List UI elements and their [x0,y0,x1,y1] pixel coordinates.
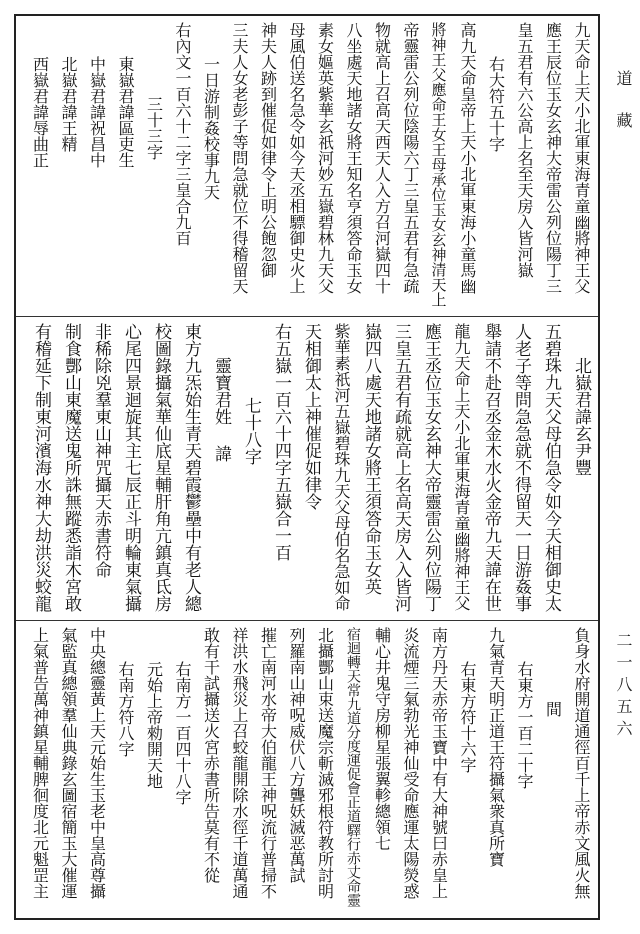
text-column: 九天命上天小北軍東海青童幽將神王父 [572,22,591,294]
text-column: 有稽延下制東河濱海水神大劫洪災蛟龍 [31,323,51,612]
text-column: 三夫人女老彭子等問急就位不得稽留天 [230,22,249,294]
text-column: 宿迴轉天常九道分度運促會正道驛行赤丈命靈 [345,627,361,907]
page-number: 二一八五六 [614,632,633,742]
text-column: 帝靈雷公列位陰陽六丁三皇五君有急疏 [401,22,420,294]
text-column: 七十八字 [241,397,261,465]
text-column: 龍九天命上天小北軍東海青童幽將神王父 [452,323,471,611]
text-column: 上氣普告萬神鎮星輔脾徊度北元魁罡主 [30,627,50,899]
text-column: 東嶽君諱區吏生 [116,56,135,168]
text-column: 右五嶽一百六十四字五嶽合一百 [271,323,291,561]
text-column: 輔心井鬼守房柳星張翼軫總領七 [372,627,392,851]
text-column: 南方丹天赤帝玉寶中有大神號曰赤皇上 [429,627,449,899]
collection-label: 道藏 [614,70,633,154]
text-column: 一日游制姦校事九天 [201,56,221,200]
text-column: 靈寶君姓 諱 [211,357,231,462]
text-column: 右南方符八字 [116,661,135,757]
text-column: 北嶽君諱玄尹豐 [571,357,591,476]
text-column: 右大符五十字 [486,56,506,152]
text-column: 校圖錄攝氣華仙底星輔肝角亢鎮真氐房 [151,323,171,612]
text-column: 高九天命皇帝上天小北軍東海小童馬幽 [458,22,477,294]
text-column: 西嶽君諱辱曲正 [30,56,50,168]
text-column: 五碧珠九天父母伯急令如今天相御史太 [541,323,561,612]
text-column: 天相御太上神催促如律令 [301,323,321,510]
text-column: 皇五君有六公高上名至天房入皆河嶽 [515,22,534,278]
text-column: 中嶽君諱祝昌中 [87,56,107,168]
text-column: 三十三字 [144,96,164,160]
text-column: 右東方符十六字 [458,661,477,773]
text-column: 東方九炁始生青天碧霞鬱壘中有老人總 [181,323,201,612]
text-column: 嶽四八處天地諸女將王須答命玉女英 [361,323,381,595]
text-column: 八坐處天地諸女將王知名亨須答命玉女 [344,22,363,294]
text-column: 應王丞位玉女玄神大帝靈雷公列位陽丁 [421,323,441,612]
text-column: 心尾四景迴旋其主七辰正斗明輪東氣攝 [121,323,141,612]
text-column: 北攝酆山束送魔宗斬滅邪根符教所討明 [315,627,335,899]
text-column: 非稀除兇羣東山神咒攝天赤書符命 [91,323,111,578]
text-column: 敢有干試攝送火宮赤書所告莫有不從 [201,627,221,883]
text-column: 將神王父應命王女王母承位玉女玄神清天上 [429,22,448,307]
text-column: 右東方一百二十字 [515,661,534,789]
text-column: 北嶽君諱王精 [59,56,78,152]
text-column: 間 [543,701,563,717]
text-column: 右南方一百四十八字 [173,661,192,805]
panel-middle [16,317,598,620]
text-column: 素女嫗英紫華玄祇河妙五嶽碧林九天父 [315,22,335,294]
text-column: 舉請不赴召丞金木水火金帝九天諱在世 [481,323,501,612]
text-column: 元始上帝勑開天地 [144,661,164,789]
text-column: 三皇五君有疏就高上名高天房入入皆河 [391,323,411,612]
text-column: 炎流煙三氣勃光神仙受命應運太陽熒惑 [401,627,420,899]
scripture-page [14,14,600,920]
panel-top [16,16,598,316]
text-column: 氣監真總領羣仙典錄玄圖宿簡玉大催運 [59,627,78,899]
text-column: 摧亡南河水帝大伯龍王神呪流行普掃不 [258,627,278,899]
text-column: 祥洪水飛災上召蛟龍開除水徑千道萬通 [230,627,249,899]
text-column: 負身水府開道通徑百千上帝赤文風火無 [572,627,591,899]
text-column: 神夫人跡到催促如律令上明公飽忽御 [258,22,278,278]
text-column: 應王辰位玉女玄神大帝雷公列位陽丁三 [543,22,563,294]
text-column: 列羅南山神呪威伏八方聾妖滅恶萬試 [287,627,306,883]
text-column: 九氣青天明正道王符攝氣衆真所寶 [486,627,506,867]
panel-bottom [16,621,598,918]
text-column: 人老子等問急急就不得留天一日游姦事 [511,323,531,612]
text-column: 制食酆山東魔送鬼所誅無蹤悉詣木宮敢 [61,323,81,612]
text-column: 紫華素祇河五嶽碧珠九天父母伯名急如命 [332,323,351,611]
text-column: 右內文一百六十二字三皇合九百 [173,22,192,246]
text-column: 中央總靈黃上天元始生玉老中皇高尊攝 [87,627,107,899]
text-column: 物就高上召高天西天人入方召河嶽四十 [372,22,392,294]
text-column: 母風伯送名急令如今天丞相驃御史火上 [287,22,306,294]
